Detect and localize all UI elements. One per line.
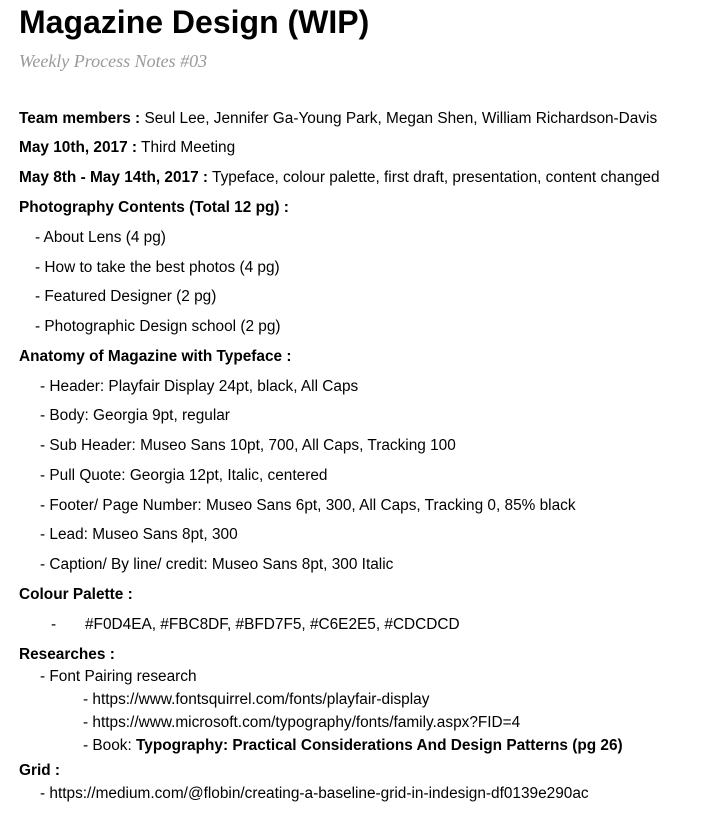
meeting-value: Third Meeting: [137, 139, 236, 156]
book-title: Typography: Practical Considerations And Design Patterns (pg 26): [136, 737, 623, 754]
team-members-line: [19, 110, 657, 128]
list-item: - Pull Quote: Georgia 12pt, Italic, centered: [40, 467, 328, 484]
list-item: - Caption/ By line/ credit: Museo Sans 8pt, 300 Italic: [40, 556, 394, 573]
list-item: - Footer/ Page Number: Museo Sans 6pt, 300, All Caps, Tracking 0, 85% black: [40, 497, 576, 514]
photography-heading: Photography Contents (Total 12 pg) :: [19, 199, 289, 216]
team-members-value: Seul Lee, Jennifer Ga-Young Park, Megan Shen, William Richardson-Davis: [140, 110, 658, 127]
list-item: - Featured Designer (2 pg): [35, 288, 217, 305]
research-link-microsoft[interactable]: - https://www.microsoft.com/typography/fonts/family.aspx?FID=4: [83, 714, 521, 731]
page-subtitle: Weekly Process Notes #03: [19, 51, 208, 71]
list-item: - Sub Header: Museo Sans 10pt, 700, All Caps, Tracking 100: [40, 437, 456, 454]
list-item: - About Lens (4 pg): [35, 229, 166, 246]
grid-heading: Grid :: [19, 762, 61, 779]
research-heading: Researches :: [19, 646, 115, 663]
list-item: - Body: Georgia 9pt, regular: [40, 407, 230, 424]
list-item: - Photographic Design school (2 pg): [35, 318, 281, 335]
palette-heading: Colour Palette :: [19, 586, 133, 603]
list-item: - Lead: Museo Sans 8pt, 300: [40, 526, 238, 543]
week-range-label: May 8th - May 14th, 2017 :: [19, 169, 209, 186]
page-title: Magazine Design (WIP): [19, 4, 370, 40]
anatomy-heading: Anatomy of Magazine with Typeface :: [19, 348, 292, 365]
team-members-label: Team members :: [19, 110, 141, 127]
palette-dash: -: [51, 616, 57, 633]
week-value: Typeface, colour palette, first draft, presentation, content changed: [208, 169, 660, 186]
book-prefix: - Book:: [83, 737, 137, 754]
research-book-line: [83, 737, 623, 755]
research-link-fontsquirrel[interactable]: - https://www.fontsquirrel.com/fonts/playfair-display: [83, 691, 430, 708]
week-line: [19, 169, 660, 187]
list-item: - How to take the best photos (4 pg): [35, 259, 280, 276]
grid-link-medium[interactable]: - https://medium.com/@flobin/creating-a-baseline-grid-in-indesign-df0139e290ac: [40, 785, 589, 802]
meeting-line: [19, 139, 235, 157]
palette-values: #F0D4EA, #FBC8DF, #BFD7F5, #C6E2E5, #CDCDCD: [85, 616, 460, 633]
meeting-date-label: May 10th, 2017 :: [19, 139, 138, 156]
list-item: - Header: Playfair Display 24pt, black, All Caps: [40, 378, 359, 395]
research-item: - Font Pairing research: [40, 668, 197, 685]
